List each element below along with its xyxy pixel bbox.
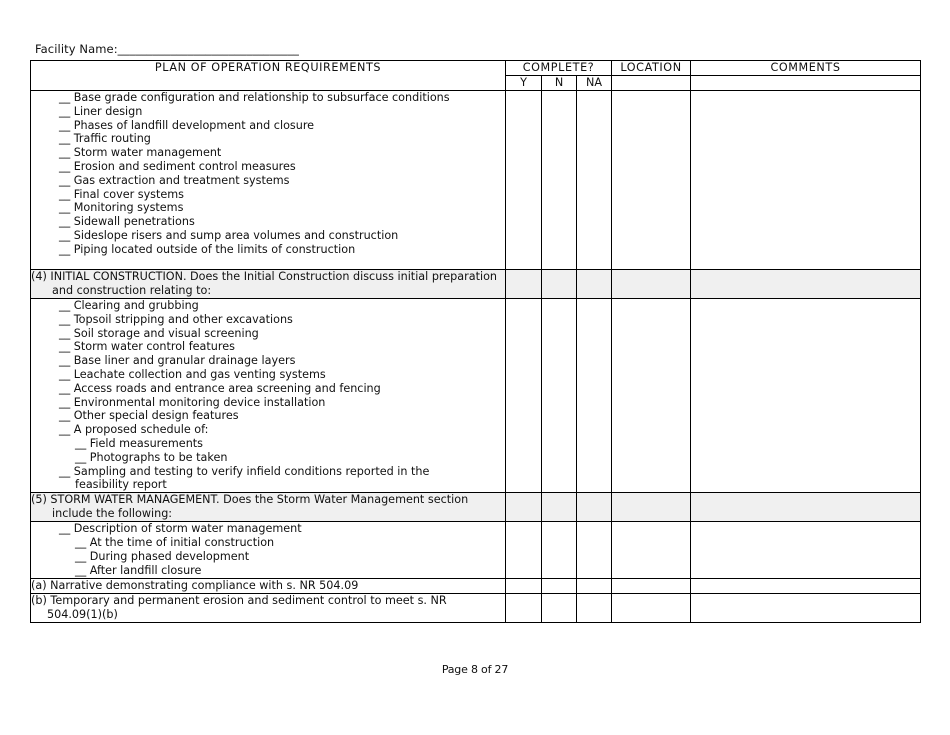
location-cell[interactable] (612, 493, 691, 522)
list-item: __ Liner design (59, 104, 143, 118)
list-item: __ Phases of landfill development and closure (59, 118, 315, 132)
y-cell[interactable] (506, 91, 542, 270)
design-items-cell (31, 91, 506, 270)
list-item: __ Soil storage and visual screening (59, 326, 259, 340)
comments-cell[interactable] (691, 91, 921, 270)
header-row (31, 61, 921, 76)
y-cell[interactable] (506, 579, 542, 594)
sub-list-item: __ Sampling and testing to verify infield conditions reported in the feasibility report (59, 464, 430, 492)
section-4-line1: (4) INITIAL CONSTRUCTION. Does the Initial Construction discuss initial preparation (31, 270, 498, 283)
section-4-row (31, 270, 921, 299)
n-cell[interactable] (542, 91, 577, 270)
y-cell[interactable] (506, 270, 542, 299)
list-item: __ Traffic routing (59, 132, 151, 146)
n-cell[interactable] (542, 493, 577, 522)
item-b-line1: (b) Temporary and permanent erosion and sediment control to meet s. NR (31, 594, 447, 608)
section-5-heading (31, 493, 506, 522)
na-cell[interactable] (577, 270, 612, 299)
plan-header: PLAN OF OPERATION REQUIREMENTS (31, 61, 506, 91)
table-row (31, 91, 921, 270)
n-cell[interactable] (542, 579, 577, 594)
list-item: __ Clearing and grubbing (59, 299, 199, 312)
location-cell[interactable] (612, 91, 691, 270)
comments-header: COMMENTS (691, 61, 921, 76)
sub-list-item: __ After landfill closure (75, 563, 202, 577)
na-cell[interactable] (577, 299, 612, 493)
list-item: __ Piping located outside of the limits of construction (59, 242, 356, 256)
location-cell[interactable] (612, 299, 691, 493)
sub-list-item: __ Photographs to be taken (75, 450, 228, 464)
location-cell[interactable] (612, 270, 691, 299)
n-cell[interactable] (542, 270, 577, 299)
n-cell[interactable] (542, 299, 577, 493)
sub-list-item: __ At the time of initial construction (75, 535, 275, 549)
na-cell[interactable] (577, 522, 612, 579)
y-cell[interactable] (506, 522, 542, 579)
table-row (31, 299, 921, 493)
na-cell[interactable] (577, 91, 612, 270)
item-b (31, 594, 506, 623)
list-item: __ Gas extraction and treatment systems (59, 173, 290, 187)
location-header: LOCATION (612, 61, 691, 76)
sub-list-item: __ Field measurements (75, 436, 203, 450)
na-cell[interactable] (577, 493, 612, 522)
item-b-line2: 504.09(1)(b) (47, 607, 118, 621)
list-item: __ Sidewall penetrations (59, 215, 195, 229)
list-item: __ Leachate collection and gas venting systems (59, 367, 326, 381)
list-item: __ Final cover systems (59, 187, 185, 201)
location-cell[interactable] (612, 522, 691, 579)
na-cell[interactable] (577, 594, 612, 623)
section-4-heading (31, 270, 506, 299)
n-cell[interactable] (542, 594, 577, 623)
y-cell[interactable] (506, 493, 542, 522)
section-5-line1: (5) STORM WATER MANAGEMENT. Does the Storm Water Management section (31, 493, 469, 507)
list-item: __ Base grade configuration and relationship to subsurface conditions (59, 91, 450, 104)
list-item: __ Monitoring systems (59, 201, 184, 215)
list-item: __ Erosion and sediment control measures (59, 159, 296, 173)
n-cell[interactable] (542, 522, 577, 579)
list-item: __ Topsoil stripping and other excavations (59, 312, 293, 326)
storm-water-items-cell (31, 522, 506, 579)
list-item: __ A proposed schedule of: (59, 423, 209, 437)
complete-header: COMPLETE? (506, 61, 612, 76)
table-row (31, 579, 921, 594)
comments-cell[interactable] (691, 493, 921, 522)
location-cell[interactable] (612, 579, 691, 594)
page-number: Page 8 of 27 (441, 663, 509, 676)
comments-cell[interactable] (691, 579, 921, 594)
comments-cell[interactable] (691, 522, 921, 579)
location-subheader (612, 76, 691, 91)
y-header: Y (506, 76, 542, 91)
list-item: __ Description of storm water management (59, 522, 302, 536)
table-row (31, 522, 921, 579)
list-item: __ Base liner and granular drainage layers (59, 354, 296, 368)
comments-cell[interactable] (691, 594, 921, 623)
section-5-row (31, 493, 921, 522)
section-4-line2: and construction relating to: (52, 283, 212, 297)
construction-items-cell (31, 299, 506, 493)
item-a: (a) Narrative demonstrating compliance with s. NR 504.09 (31, 579, 506, 594)
facility-name-label: Facility Name:_______________________________ (35, 42, 300, 56)
list-item: __ Environmental monitoring device installation (59, 395, 326, 409)
y-cell[interactable] (506, 594, 542, 623)
list-item: __ Storm water control features (59, 340, 235, 354)
y-cell[interactable] (506, 299, 542, 493)
na-cell[interactable] (577, 579, 612, 594)
section-5-line2: include the following: (52, 506, 173, 520)
n-header: N (542, 76, 577, 91)
comments-cell[interactable] (691, 270, 921, 299)
table-row (31, 594, 921, 623)
comments-subheader (691, 76, 921, 91)
list-item: __ Storm water management (59, 146, 222, 160)
sub-list-item: __ During phased development (75, 549, 250, 563)
list-item: __ Sideslope risers and sump area volumes and construction (59, 228, 399, 242)
na-header: NA (577, 76, 612, 91)
location-cell[interactable] (612, 594, 691, 623)
comments-cell[interactable] (691, 299, 921, 493)
requirements-table (30, 60, 921, 623)
list-item: __ Other special design features (59, 409, 239, 423)
list-item: __ Access roads and entrance area screening and fencing (59, 381, 381, 395)
